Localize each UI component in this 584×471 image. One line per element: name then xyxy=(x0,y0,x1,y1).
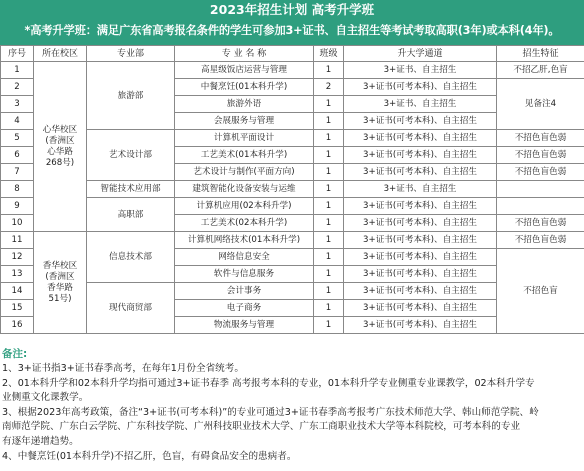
department-cell: 艺术设计部 xyxy=(87,130,175,181)
admission-channel: 3+证书(可考本科)、自主招生 xyxy=(344,317,497,334)
class-count: 1 xyxy=(314,317,344,334)
row-index: 11 xyxy=(1,232,34,249)
feature-cell: 不招色盲色弱 xyxy=(497,147,584,164)
feature-cell: 不招色盲 xyxy=(497,249,584,334)
major-name: 会计事务 xyxy=(175,283,314,300)
major-name: 物流服务与管理 xyxy=(175,317,314,334)
major-name: 网络信息安全 xyxy=(175,249,314,266)
enrollment-table xyxy=(0,45,584,334)
class-count: 1 xyxy=(314,198,344,215)
admission-channel: 3+证书(可考本科)、自主招生 xyxy=(344,249,497,266)
row-index: 4 xyxy=(1,113,34,130)
table-row xyxy=(1,62,584,79)
row-index: 2 xyxy=(1,79,34,96)
note-line: 2、01本科升学和02本科升学均指可通过3+证书春季 高考报考本科的专业，01本科升学专业侧重专业课教学，02本科升学专 xyxy=(2,377,535,389)
note-line: 3、根据2023年高考政策，备注“3+证书(可考本科)”的专业可通过3+证书春季高考报考广东技术师范大学、韩山师范学院、岭 xyxy=(2,406,539,418)
class-count: 1 xyxy=(314,300,344,317)
feature-cell: 不招色盲色弱 xyxy=(497,130,584,147)
major-name: 艺术设计与制作(平面方向) xyxy=(175,164,314,181)
admission-channel: 3+证书(可考本科)、自主招生 xyxy=(344,300,497,317)
row-index: 12 xyxy=(1,249,34,266)
header-channel: 升大学通道 xyxy=(344,46,497,62)
plan-title: 2023年招生计划 高考升学班 xyxy=(209,2,375,17)
table-header-row xyxy=(1,46,584,62)
admission-channel: 3+证书、自主招生 xyxy=(344,96,497,113)
admission-channel: 3+证书(可考本科)、自主招生 xyxy=(344,232,497,249)
row-index: 8 xyxy=(1,181,34,198)
admission-channel: 3+证书(可考本科)、自主招生 xyxy=(344,147,497,164)
major-name: 计算机应用(02本科升学) xyxy=(175,198,314,215)
plan-banner xyxy=(0,0,584,45)
class-count: 1 xyxy=(314,232,344,249)
class-count: 1 xyxy=(314,164,344,181)
feature-cell-empty xyxy=(497,198,584,215)
admission-channel: 3+证书(可考本科)、自主招生 xyxy=(344,164,497,181)
department-cell: 智能技术应用部 xyxy=(87,181,175,198)
plan-subtitle: *高考升学班：满足广东省高考报名条件的学生可参加3+证书、自主招生等考试考取高职(3年)或本科(4年)。 xyxy=(24,24,560,37)
admission-channel: 3+证书(可考本科)、自主招生 xyxy=(344,113,497,130)
header-index: 序号 xyxy=(1,46,34,62)
admission-channel: 3+证书(可考本科)、自主招生 xyxy=(344,283,497,300)
admission-channel: 3+证书、自主招生 xyxy=(344,181,497,198)
note-line: 业侧重文化课教学。 xyxy=(2,392,89,404)
row-index: 3 xyxy=(1,96,34,113)
major-name: 高星级饭店运营与管理 xyxy=(175,62,314,79)
notes-title: 备注: xyxy=(2,348,28,360)
table-row xyxy=(1,232,584,249)
note-line: 有逐年递增趋势。 xyxy=(2,435,79,447)
row-index: 13 xyxy=(1,266,34,283)
major-name: 计算机网络技术(01本科升学) xyxy=(175,232,314,249)
major-name: 软件与信息服务 xyxy=(175,266,314,283)
admission-channel: 3+证书(可考本科)、自主招生 xyxy=(344,130,497,147)
note-line: 1、3+证书指3+证书春季高考，在每年1月份全省统考。 xyxy=(2,363,244,374)
table-row xyxy=(1,198,584,215)
department-cell: 现代商贸部 xyxy=(87,283,175,334)
header-department: 专业部 xyxy=(87,46,175,62)
feature-cell: 不招色盲色弱 xyxy=(497,164,584,181)
class-count: 1 xyxy=(314,62,344,79)
note-line: 南师范学院、广东白云学院、广东科技学院、广州科技职业技术大学、广东工商职业技术大学等本科院校，可考本科的专业 xyxy=(2,421,521,433)
admission-channel: 3+证书(可考本科)、自主招生 xyxy=(344,215,497,232)
class-count: 1 xyxy=(314,283,344,300)
major-name: 建筑智能化设备安装与运维 xyxy=(175,181,314,198)
row-index: 6 xyxy=(1,147,34,164)
department-cell: 信息技术部 xyxy=(87,232,175,283)
campus-cell xyxy=(34,62,87,232)
table-row xyxy=(1,283,584,300)
department-cell: 旅游部 xyxy=(87,62,175,130)
major-name: 电子商务 xyxy=(175,300,314,317)
feature-cell: 见备注4 xyxy=(497,79,584,130)
header-major: 专 业 名 称 xyxy=(175,46,314,62)
row-index: 1 xyxy=(1,62,34,79)
class-count: 1 xyxy=(314,96,344,113)
note-line: 4、中餐烹饪(01本科升学)不招乙肝，色盲，有碍食品安全的患病者。 xyxy=(2,450,297,462)
major-name: 会展服务与管理 xyxy=(175,113,314,130)
row-index: 14 xyxy=(1,283,34,300)
admission-channel: 3+证书(可考本科)、自主招生 xyxy=(344,266,497,283)
major-name: 旅游外语 xyxy=(175,96,314,113)
table-row xyxy=(1,181,584,198)
admission-channel: 3+证书(可考本科)、自主招生 xyxy=(344,79,497,96)
major-name: 中餐烹饪(01本科升学) xyxy=(175,79,314,96)
row-index: 16 xyxy=(1,317,34,334)
campus-label: 心华校区 (香洲区 心华路 268号) xyxy=(42,124,78,168)
table-row xyxy=(1,130,584,147)
row-index: 9 xyxy=(1,198,34,215)
notes-section xyxy=(2,346,582,464)
feature-cell-empty xyxy=(497,181,584,198)
row-index: 7 xyxy=(1,164,34,181)
admission-channel: 3+证书(可考本科)、自主招生 xyxy=(344,198,497,215)
major-name: 计算机平面设计 xyxy=(175,130,314,147)
admission-channel: 3+证书、自主招生 xyxy=(344,62,497,79)
class-count: 1 xyxy=(314,113,344,130)
class-count: 1 xyxy=(314,266,344,283)
row-index: 5 xyxy=(1,130,34,147)
row-index: 15 xyxy=(1,300,34,317)
header-feature: 招生特征 xyxy=(497,46,584,62)
feature-cell: 不招色盲色弱 xyxy=(497,232,584,249)
campus-cell xyxy=(34,232,87,334)
class-count: 1 xyxy=(314,249,344,266)
class-count: 1 xyxy=(314,215,344,232)
class-count: 1 xyxy=(314,147,344,164)
campus-label: 香华校区 (香洲区 香华路 51号) xyxy=(42,260,78,304)
header-campus: 所在校区 xyxy=(34,46,87,62)
class-count: 1 xyxy=(314,181,344,198)
major-name: 工艺美术(01本科升学) xyxy=(175,147,314,164)
class-count: 2 xyxy=(314,79,344,96)
department-cell: 高职部 xyxy=(87,198,175,232)
row-index: 10 xyxy=(1,215,34,232)
header-classes: 班级 xyxy=(314,46,344,62)
feature-cell: 不招乙肝,色盲 xyxy=(497,62,584,79)
class-count: 1 xyxy=(314,130,344,147)
feature-cell: 不招色盲色弱 xyxy=(497,215,584,232)
major-name: 工艺美术(02本科升学) xyxy=(175,215,314,232)
